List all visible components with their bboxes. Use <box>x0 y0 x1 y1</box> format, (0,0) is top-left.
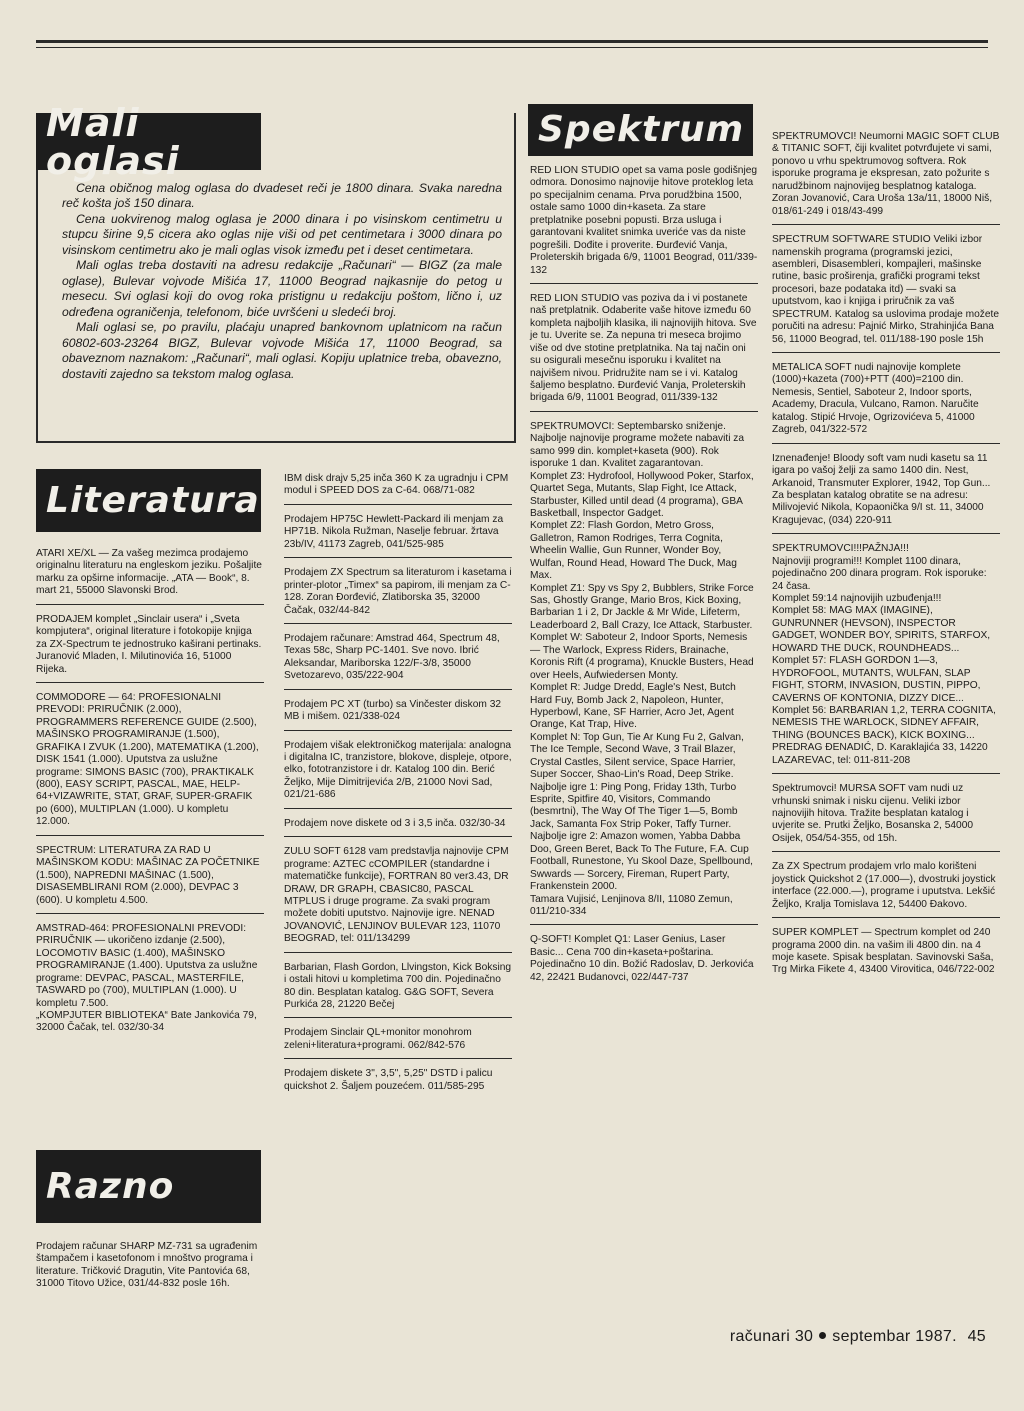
intro-paragraph: Mali oglas treba dostaviti na adresu redakcije „Računari“ — BIGZ (za male oglase), Bulevar vojvode Mišića 17, 11000 Beograd najkasnije do petog u mesecu. Svi oglasi koji do ovog roka pristignu u redakciju poštom, lično i, uz određena ograničenja, telefonom, biće uvršćeni u sledeći broj. <box>62 258 502 319</box>
classified-ad: Q-SOFT! Komplet Q1: Laser Genius, Laser Basic... Cena 700 din+kaseta+poštarina. Pojedinačno 10 din. Božić Radoslav, D. Jerkovića 42, 22421 Budanovci, 022/447-737 <box>530 934 754 983</box>
razno-column <box>36 1238 264 1303</box>
classified-ad: ZULU SOFT 6128 vam predstavlja najnovije CPM programe: AZTEC cCOMPILER (standardne i matematičke funkcije), FORTRAN 80 ver3.43, DR DRAW, DR GRAPH, CBASIC80, PASCAL MTPLUS i druge programe. Za svaki program možete dobiti uputstvo. Najnovije igre. NENAD JOVANOVIĆ, LENJINOV BULEVAR 123, 11070 BEOGRAD, tel: 011/134299 <box>284 843 512 953</box>
intro-text <box>62 181 502 382</box>
classified-ad: SPECTRUM: LITERATURA ZA RAD U MAŠINSKOM KODU: MAŠINAC ZA POČETNIKE (1.500), NAPREDNI MAŠINAC (1.500), DISASEMBLIRANI ROM (2.000), DEVPAC 3 (600). U kompletu 4.500. <box>36 842 264 914</box>
page-footer <box>730 1328 986 1346</box>
intro-paragraph: Cena uokvirenog malog oglasa je 2000 dinara i po visinskom centimetru u stupcu širine 9,5 cicera ako oglas nije viši od pet centimetara i 3000 dinara po visinskom centimetru ako je mali oglas visok između pet i deset centimetara. <box>62 211 502 257</box>
classified-ad: SUPER KOMPLET — Spectrum komplet od 240 programa 2000 din. na vašim ili 4800 din. na 4 moje kasete. Spisak besplatan. Savinovski Saša, Trg Mirka Fikete 4, 43400 Virovitica, 046/722-002 <box>772 927 995 976</box>
page-number: 45 <box>967 1328 986 1345</box>
classified-ad: SPEKTRUMOVCI: Septembarsko sniženje. Najbolje najnovije programe možete nabaviti za samo 999 din. komplet+kaseta (900). Rok isporuke 1 dan. Kvalitet zagarantovan. Komplet Z3: Hydrofool, Hollywood Poker, Starfox, Quartet Sega, Mutants, Slap Fight, Ice Attack, Starbuster, Killed until dead (4 programa), GBA Basketball, Inspector Gadget. Komplet Z2: Flash Gordon, Metro Gross, Galletron, Ramon Rodriges, Terra Cognita, Wheelin Wallie, Gun Runner, Wonder Boy, Wulfan, Round Head, Howard The Duck, Mag Max. Komplet Z1: Spy vs Spy 2, Bubblers, Strike Force Sas, Ghostly Grange, Mario Bros, Kick Boxing, Barbarian 1 i 2, Dr Jackle & Mr Wide, Lifeterm, Leaderboard 2, Ball Crazy, Ice Attack, Starbuster. Komplet W: Saboteur 2, Indoor Sports, Nemesis — The Warlock, Express Riders, Brainache, Koronis Rift (4 programa), Knuckle Busters, Head over Heels, Aufwiedersen Monty. Komplet R: Judge Dredd, Eagle's Nest, Butch Hard Fuy, Bomb Jack 2, Napoleon, Hunter, Hyperbowl, Kane, SF Harrier, Acro Jet, Agent Orange, Kat Trap, Hive. Komplet N: Top Gun, Tie Ar Kung Fu 2, Galvan, The Ice Temple, Second Wave, 3 Trail Blazer, Crystal Castles, Silent service, Space Harrier, Super Soccer, Shao-Lin's Road, Deep Strike. Najbolje igre 1: Ping Pong, Friday 13th, Turbo Esprite, Spitfire 40, Visitors, Commando (besmrtni), The Way Of The Tiger 1—5, Bomb Jack, Samanta Fox Strip Poker, Taffy Turner. Najbolje igre 2: Amazon women, Yabba Dabba Doo, Green Beret, Back To The Future, F.A. Cup Football, Runestone, Yu Skool Daze, Spellbound, Swwards — Sorcery, Fireman, Rupert Party, Frankenstein 2000. Tamara Vujisić, Lenjinova 8/II, 11080 Zemun, 011/210-334 <box>530 418 758 926</box>
bullet-icon <box>819 1332 826 1339</box>
classified-ad: Prodajem višak elektroničkog materijala: analogna i digitalna IC, tranzistore, blokove, displeje, otpore, elko, fototranzistore i dr. Katalog 100 din. Berić Željko, Mije Dimitrijevića 2/B, 21000 Novi Sad, 021/21-686 <box>284 737 512 809</box>
razno-banner <box>36 1150 261 1223</box>
intro-paragraph: Cena običnog malog oglasa do dvadeset reči je 1800 dinara. Svaka naredna reč košta još 150 dinara. <box>62 181 502 211</box>
classified-ad: RED LION STUDIO vas poziva da i vi postanete naš pretplatnik. Odaberite vaše hitove između 60 kompleta najboljih klasika, ili najnovijih hitova. Sve je tu. Uverite se. Za nepuna tri meseca brojimo više od dve stotine pretplatnika. Na taj način oni su osigurali mesečnu isporuku i kvalitet na najvišem nivou. Pridružite nam se i vi. Katalog šaljemo besplatno. Đurđević Vanja, Proleterskih brigada 6/9, 11001 Beograd, 011/339-132 <box>530 290 758 412</box>
top-rule <box>36 40 988 43</box>
classified-ad: Barbarian, Flash Gordon, Llvingston, Kick Boksing i ostali hitovi u kompletima 700 din. Pojedinačno 80 din. Besplatan katalog. G&G SOFT, Severa Purkića 28, 21220 Bečej <box>284 959 512 1019</box>
classified-ad: Prodajem računare: Amstrad 464, Spectrum 48, Texas 58c, Sharp PC-1401. Sve novo. Ibrić Aleksandar, Mariborska 122/F-3/8, 35000 Svetozarevo, 035/222-904 <box>284 630 512 690</box>
classified-ad: Prodajem HP75C Hewlett-Packard ili menjam za HP71B. Nikola Ružman, Naselje februar. žrtava 23b/IV, 41173 Zagreb, 041/525-985 <box>284 511 512 558</box>
top-rule-thin <box>36 47 988 48</box>
literatura-banner <box>36 469 261 532</box>
classified-ad: Prodajem računar SHARP MZ-731 sa ugrađenim štampačem i kasetofonom i mnoštvo programa i literature. Tričković Dragutin, Vite Pantovića 68, 31000 Titovo Užice, 031/44-832 posle 16h. <box>36 1241 258 1290</box>
classified-ad: Prodajem Sinclair QL+monitor monohrom zeleni+literatura+programi. 062/842-576 <box>284 1024 512 1059</box>
mali-oglasi-banner <box>36 100 261 183</box>
razno-title: Razno <box>46 1165 175 1207</box>
classified-ad: Za ZX Spectrum prodajem vrlo malo korišteni joystick Quickshot 2 (17.000—), dvostruki joystick interface (22.000.—), programe i uputstva. Lekšić Željko, Kralja Tomislava 12, 54400 Đakovo. <box>772 858 1000 918</box>
classified-ad: AMSTRAD-464: PROFESIONALNI PREVODI: PRIRUČNIK — ukoričeno izdanje (2.500), LOCOMOTIV BASIC (1.400), MAŠINSKO PROGRAMIRANJE (1.400). Uputstva za uslužne programe: DEVPAC, PASCAL, MASTERFILE, TASWARD po (700), MULTIPLAN (1.000). U kompletu 7.500. „KOMPJUTER BIBLIOTEKA“ Bate Jankovića 79, 32000 Čačak, tel. 032/30-34 <box>36 922 258 1034</box>
classified-ad: ATARI XE/XL — Za vašeg mezimca prodajemo originalnu literaturu na engleskom jeziku. Pošaljite marku za opširne informacije. „ATA — Book“, 8. mart 21, 55000 Slavonski Brod. <box>36 545 264 605</box>
classified-ad: Prodajem nove diskete od 3 i 3,5 inča. 032/30-34 <box>284 815 512 837</box>
issue-date: septembar 1987. <box>832 1328 957 1345</box>
column-4 <box>772 128 1000 989</box>
literatura-title: Literatura <box>46 479 260 521</box>
classified-ad: SPEKTRUMOVCI!!!PAŽNJA!!! Najnoviji programi!!! Komplet 1100 dinara, pojedinačno 200 dinara program. Rok isporuke: 24 časa. Komplet 59:14 najnovijih uzbuđenja!!! Komplet 58: MAG MAX (IMAGINE), GUNRUNNER (HEVSON), INSPECTOR GADGET, WONDER BOY, SPIRITS, STARFOX, HOWARD THE DUCK, ROUNDHEADS... Komplet 57: FLASH GORDON 1—3, HYDROFOOL, MUTANTS, WULFAN, SLAP FIGHT, STORM, INVASION, DUSTIN, PIPPO, CAVERNS OF KONTONIA, DIZZY DICE... Komplet 56: BARBARIAN 1,2, TERRA COGNITA, NEMESIS THE WARLOCK, SIDNEY AFFAIR, THING (BOUNCES BACK), KICK BOXING... PREDRAG ĐENADIĆ, D. Karaklajića 33, 14220 LAZAREVAC, tel: 011-811-208 <box>772 540 1000 774</box>
spektrum-title: Spektrum <box>538 109 745 150</box>
classified-ad: METALICA SOFT nudi najnovije komplete (1000)+kazeta (700)+PTT (400)=2100 din. Nemesis, Sentiel, Saboteur 2, Indoor sports, Academy, Dracula, Vulcano, Ramon. Naručite katalog. Stipić Hrvoje, Ogrizovićeva 5, 41000 Zagreb, 041/322-572 <box>772 359 1000 444</box>
column-3 <box>530 162 758 996</box>
classified-ad: IBM disk drajv 5,25 inča 360 K za ugradnju i CPM modul i SPEED DOS za C-64. 068/71-082 <box>284 470 512 505</box>
column-2 <box>284 470 512 1105</box>
classified-ad: Spektrumovci! MURSA SOFT vam nudi uz vrhunski snimak i nisku cijenu. Veliki izbor najnovijih hitova. Tražite besplatan katalog i uvjerite se. Prutki Željko, Bosanska 2, 54000 Osijek, 054/54-355, od 15h. <box>772 780 1000 852</box>
classified-ad: Prodajem diskete 3", 3,5", 5,25" DSTD i palicu quickshot 2. Šaljem pouzećem. 011/585-295 <box>284 1068 493 1092</box>
classified-ad: Iznenađenje! Bloody soft vam nudi kasetu sa 11 igara po vašoj želji za samo 1400 din. Nest, Arkanoid, Transmuter Explorer, 1942, Top Gun... Za besplatan katalog obratite se na adresu: Milivojević Nikola, Kopaonička 9/I st. 11, 34000 Kragujevac, (034) 220-911 <box>772 450 1000 535</box>
spektrum-banner <box>528 104 753 156</box>
classified-ad: RED LION STUDIO opet sa vama posle godišnjeg odmora. Donosimo najnovije hitove proteklog leta po specijalnim cenama. Prva porudžbina 1500, ostale samo 1000 din+kaseta. Za stare pretplatnike posebni popusti. Brza usluga i garantovani kvalitet snimka uverićе vas da niste pogrešili. Dođite i proverite. Đurđević Vanja, Proleterskih brigada 6/9, 11001 Beograd, 011/339-132 <box>530 162 758 284</box>
classified-ad: SPEKTRUMOVCI! Neumorni MAGIC SOFT CLUB & TITANIC SOFT, čiji kvalitet potvrđujete vi sami, ponovo u vrhu spektrumovog softvera. Rok isporuke programa je ekspresan, zato požurite s narudžbinom najnovijeg besplatnog kataloga. Zoran Jovanović, Cara Uroša 13a/11, 18000 Niš, 018/61-249 i 018/43-499 <box>772 128 1000 225</box>
classified-ad: PRODAJEM komplet „Sinclair usera“ i „Sveta kompjutera“, original literature i fotokopije knjiga za ZX-Spectrum te jednostruko kaširani pertinaks. Juranović Mladen, I. Milutinovića 16, 51000 Rijeka. <box>36 611 264 683</box>
intro-paragraph: Mali oglasi se, po pravilu, plaćaju unapred bankovnom uplatnicom na račun 60802-603-23264 BIGZ, Bulevar vojvode Mišića 17, 11000 Beograd, sa obaveznom naznakom: „Računari“, mali oglasi. Kopiju uplatnice treba, obavezno, dostaviti zajedno sa tekstom malog oglasa. <box>62 320 502 381</box>
classified-ad: COMMODORE — 64: PROFESIONALNI PREVODI: PRIRUČNIK (2.000), PROGRAMMERS REFERENCE GUIDE (2.500), MAŠINSKO PROGRAMIRANJE (1.500), GRAFIKA I ZVUK (1.200), MATEMATIKA (1.200), DISK 1541 (1.000). Uputstva za uslužne programe: SIMONS BASIC (700), PRAKTIKALK (800), EASY SCRIPT, PASCAL, MAE, HELP-64+VIZAWRITE, STAT, GRAF, SUPER-GRAFIK po (600), MULTIPLAN (1.000). U kompletu 12.000. <box>36 689 264 836</box>
classified-ad: Prodajem PC XT (turbo) sa Vinčester diskom 32 MB i mišem. 021/338-024 <box>284 696 512 731</box>
classified-ad: SPECTRUM SOFTWARE STUDIO Veliki izbor namenskih programa (programski jezici, asembleri, Disasembleri, kompajleri, mašinske rutine, basic proširenja, grafički programi tekst procesori, baze podataka itd) — svaki sa uputstvom, kao i knjiga i priručnik za vaš SPECTRUM. Katalog sa uslovima prodaje možete poručiti na adresu: Pajnić Mirko, Strahinjića Bana 56, 11000 Beograd, tel. 011/188-190 posle 15h <box>772 231 1000 353</box>
classified-ad: Prodajem ZX Spectrum sa literaturom i kasetama i printer-plotor „Timex“ sa papirom, ili menjam za C-128. Zoran Đorđević, Zlatiborska 35, 32000 Čačak, 032/44-842 <box>284 564 512 624</box>
magazine-name: računari 30 <box>729 1328 814 1345</box>
mali-oglasi-title: Mali oglasi <box>46 100 180 183</box>
literatura-column <box>36 545 264 1047</box>
